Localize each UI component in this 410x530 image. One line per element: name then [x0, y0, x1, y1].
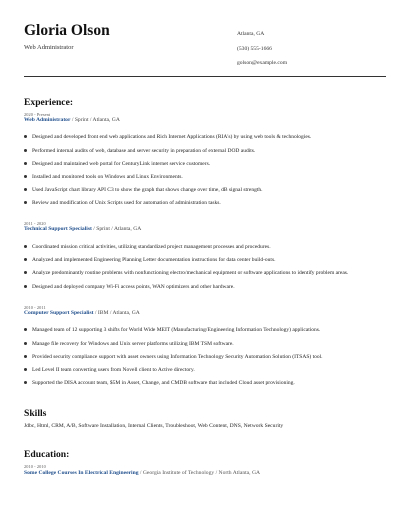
list-item-text: Installed and monitored tools on Windows and Linux Environments.: [32, 174, 183, 180]
candidate-title: Web Administrator: [24, 44, 74, 51]
list-item-text: Analyze predominantly routine problems with nonfunctioning electro/mechanical equipment or software applications to identify problem areas.: [32, 270, 349, 276]
bullet-icon: [24, 355, 27, 358]
skills-heading: Skills: [24, 408, 47, 419]
job-dates: 2011 - 2020: [24, 221, 46, 226]
bullet-icon: [24, 201, 27, 204]
list-item-text: Managed team of 12 supporting 3 shifts for World Wide MEIT (Manufacturing/Engineering Information Technology) applications.: [32, 327, 321, 333]
list-item-text: Provided security compliance support with asset owners using Information Technology Security Automation Solution (ITSAS) tool.: [32, 354, 323, 360]
job-dates: 2020 - Present: [24, 112, 51, 117]
contact-email: golson@example.com: [237, 60, 288, 66]
education-dates: 2010 - 2010: [24, 464, 46, 469]
bullet-icon: [24, 162, 27, 165]
skills-list: Jdbc, Html, CRM, A/B, Software Installation, Internal Clients, Troubleshoot, Web Content, DNS, Network Security: [24, 423, 284, 429]
candidate-name: Gloria Olson: [24, 22, 110, 39]
list-item-text: Analyzed and implemented Engineering Planning Letter documentation instructions for data center build-outs.: [32, 257, 276, 263]
list-item: [24, 148, 386, 154]
job-company-location: / Sprint / Atlanta, GA: [70, 117, 120, 123]
bullet-icon: [24, 245, 27, 248]
experience-heading: Experience:: [24, 97, 74, 108]
education-line: [24, 470, 260, 476]
list-item-text: Supported the DISA account team, $5M in Asset, Change, and CMDB software that included Cloud asset provisioning.: [32, 380, 295, 386]
list-item-text: Performed internal audits of web, database and server security in preparation of external DOD audits.: [32, 148, 256, 154]
contact-location: Atlanta, GA: [237, 31, 265, 37]
job-dates: 2010 - 2011: [24, 305, 46, 310]
list-item: [24, 174, 386, 180]
contact-phone: (530) 555-1666: [237, 45, 272, 52]
list-item-text: Led Level II team converting users from Novell client to Active directory.: [32, 367, 195, 373]
list-item-text: Manage file recovery for Windows and Unix server platforms utilizing IBM TSM software.: [32, 341, 234, 347]
education-degree: Some College Courses In Electrical Engineering: [24, 470, 139, 476]
job-company-location: / IBM / Atlanta, GA: [93, 310, 140, 316]
job-role-line: [24, 226, 141, 232]
bullet-icon: [24, 258, 27, 261]
job-role-line: [24, 117, 120, 123]
bullet-icon: [24, 328, 27, 331]
list-item: [24, 367, 386, 373]
list-item: [24, 341, 386, 347]
list-item-text: Review and modification of Unix Scripts used for automation of administration tasks.: [32, 200, 221, 206]
list-item: [24, 161, 386, 167]
list-item: [24, 187, 386, 193]
list-item: [24, 134, 386, 140]
list-item-text: Designed and developed front end web applications and Rich Internet Applications (RIA's) by using web tools & technologies.: [32, 134, 312, 140]
education-heading: Education:: [24, 449, 70, 460]
bullet-icon: [24, 285, 27, 288]
bullet-icon: [24, 175, 27, 178]
bullet-icon: [24, 368, 27, 371]
job-title: Computer Support Specialist: [24, 310, 94, 316]
list-item-text: Designed and deployed company Wi-Fi access points, WAN optimizers and other hardware.: [32, 284, 235, 290]
bullet-icon: [24, 149, 27, 152]
list-item: [24, 354, 386, 360]
bullet-icon: [24, 381, 27, 384]
list-item: [24, 257, 386, 263]
job-company-location: / Sprint / Atlanta, GA: [91, 226, 142, 232]
contact-block: [237, 27, 287, 71]
bullet-icon: [24, 342, 27, 345]
list-item: [24, 244, 386, 250]
list-item-text: Coordinated mission critical activities, utilizing standardized project management processes and procedures.: [32, 244, 271, 250]
list-item-text: Designed and maintained web portal for CenturyLink internet service customers.: [32, 161, 211, 167]
list-item: [24, 327, 386, 333]
bullet-icon: [24, 135, 27, 138]
education-school: / Georgia Institute of Technology / North Atlanta, GA: [139, 470, 261, 476]
job-title: Web Administrator: [24, 117, 71, 123]
header-divider: [24, 76, 386, 77]
list-item: [24, 270, 386, 276]
list-item: [24, 200, 386, 206]
list-item: [24, 284, 386, 290]
list-item: [24, 380, 386, 386]
job-title: Technical Support Specialist: [24, 226, 92, 232]
bullet-icon: [24, 188, 27, 191]
job-role-line: [24, 310, 140, 316]
list-item-text: Used JavaScript chart library API C3 to show the graph that shows change over time, dB signal strength.: [32, 187, 263, 193]
bullet-icon: [24, 271, 27, 274]
